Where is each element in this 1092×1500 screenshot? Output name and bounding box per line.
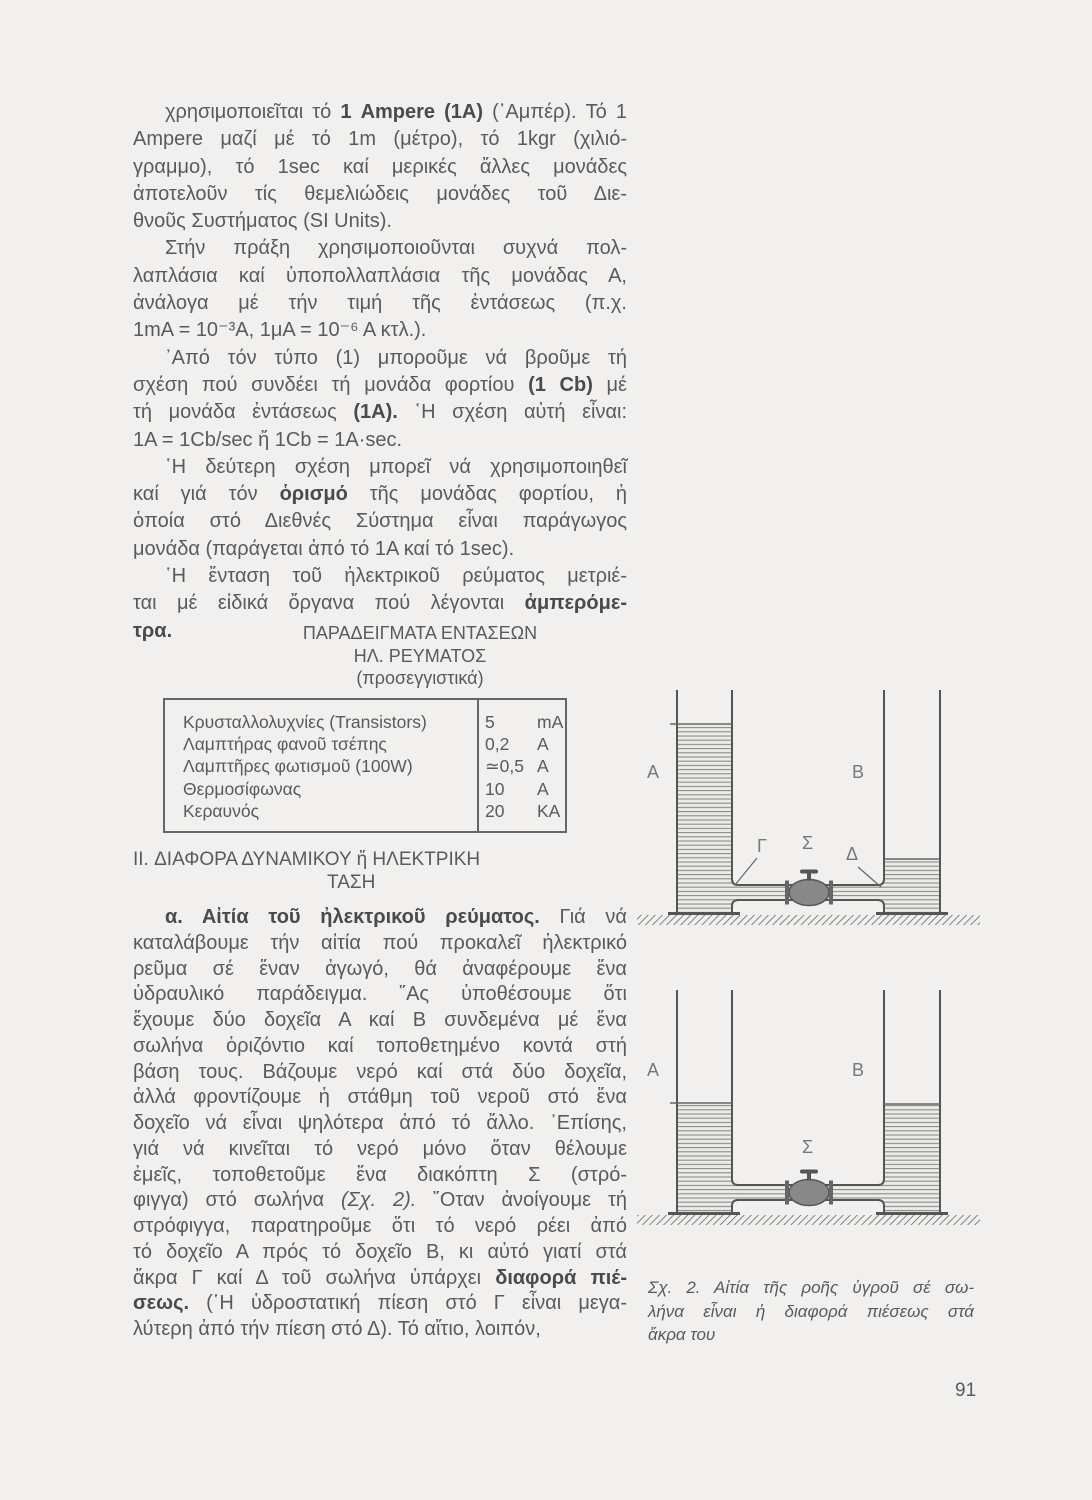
ground-hatching [637,915,980,925]
bold-text: (1A). [353,401,398,424]
text: ῾Η δεύτερη σχέση μπορεῖ νά χρησιμοποιηθεῖ [165,455,627,478]
label-a-bottom: Α [647,1060,660,1080]
text: σωλήνα ὁριζόντιο καί τοποθετημένο κοντά στή [133,1034,627,1057]
text: μονάδα (παράγεται ἀπό τό 1A καί τό 1sec). [133,537,515,560]
table-unit: A [537,756,549,777]
valve-handle [800,1170,818,1174]
page-number: 91 [955,1380,977,1401]
figure-caption [648,1276,974,1347]
label-gamma: Γ [757,836,767,856]
table-unit: A [537,734,549,755]
text: Ampere μαζί μέ τό 1m (μέτρο), τό 1kgr (χιλιό- [133,128,627,151]
text: ἔχουμε δύο δοχεῖα Α καί Β συνδεμένα μέ ἕνα [133,1009,627,1031]
examples-title-line: ΗΛ. ΡΕΥΜΑΤΟΣ [353,645,487,666]
text: Γιά νά [539,906,627,928]
table-value: 20 [485,800,505,821]
text: τῆς μονάδας φορτίου, ἡ [347,483,628,506]
text: χρησιμοποιεῖται τό [165,101,341,123]
bold-text: διαφορά πιέ- [495,1266,627,1289]
text: ἄκρα Γ καί Δ τοῦ σωλήνα ὑπάρχει [133,1266,496,1289]
valve-body [789,1180,829,1206]
bold-text: σεως. [133,1292,190,1315]
text: ῞Οταν ἀνοίγουμε τή [416,1189,628,1212]
section-heading-cont: ΤΑΣΗ [327,872,376,893]
table-item: Θερμοσίφωνας [183,778,302,799]
examples-title-line: ΠΑΡΑΔΕΙΓΜΑΤΑ ΕΝΤΑΣΕΩΝ [302,623,538,643]
valve-handle [800,870,818,874]
text: ὁποία στό Διεθνές Σύστημα εἶναι παράγωγος [133,510,627,533]
table-unit: mA [537,712,564,732]
table-value: 10 [485,778,505,799]
bold-text: τρα. [133,619,173,642]
text: ᾿Από τόν τύπο (1) μποροῦμε νά βροῦμε τή [165,346,627,369]
text: ἀποτελοῦν τίς θεμελιώδεις μονάδες τοῦ Διε- [133,182,627,205]
bold-text: 1 Ampere (1A) [340,101,484,123]
table-item: Κεραυνός [183,800,260,821]
label-b-top: Β [852,762,865,782]
valve-flange [829,881,833,905]
caption-line: Σχ. 2. Αἰτία τῆς ροῆς ὑγροῦ σέ σω- [648,1278,974,1297]
caption-line: ἄκρα του [648,1325,716,1344]
table-item: Κρυσταλλολυχνίες (Transistors) [183,712,427,732]
label-a-top: Α [647,762,660,782]
leader-gamma [735,858,757,885]
valve-flange [785,881,789,905]
bold-text: (1 Cb) [528,373,593,396]
text: ρεῦμα σέ ἕναν ἀγωγό, θά ἀναφέρουμε ἕνα [133,957,627,980]
text: στρόφιγγα, παρατηροῦμε ὅτι τό νερό ρέει ἀπό [133,1215,627,1237]
label-sigma-bottom: Σ [802,1137,814,1157]
text: γιά νά κινεῖται τό νερό μόνο ὅταν θέλουμε [133,1137,627,1160]
text: δοχεῖο νά εἶναι ψηλότερα ἀπό τό ἄλλο. ᾿Επίσης, [133,1112,627,1134]
italic-text: (Σχ. 2). [340,1189,417,1212]
table-value: 0,2 [485,734,510,755]
text: ῾Η ἔνταση τοῦ ἠλεκτρικοῦ ρεύματος μετριέ- [165,565,627,588]
text: τό δοχεῖο Α πρός τό δοχεῖο Β, κι αὐτό γιατί στά [133,1240,627,1263]
text: ὑδραυλικό παράδειγμα. ῞Ας ὑποθέσουμε ὅτι [133,983,627,1006]
valve-body [789,880,829,906]
text: σχέση πού συνδέει τή μονάδα φορτίου [133,373,529,396]
ground-hatching [637,1215,980,1225]
text: καταλάβουμε τήν αἰτία πού προκαλεῖ ἠλεκτρικό [133,931,627,954]
text: 1A = 1Cb/sec ἤ 1Cb = 1A·sec. [133,428,403,451]
text: γραμμο), τό 1sec καί μερικές ἄλλες μονάδες [133,155,627,178]
text: (᾿Αμπέρ). Τό 1 [483,101,627,123]
valve-flange [785,1181,789,1205]
section-heading: II. ΔΙΑΦΟΡΑ ΔΥΝΑΜΙΚΟΥ ἤ ΗΛΕΚΤΡΙΚΗ [133,849,481,870]
tank-b-base [876,912,948,915]
tank-a-water [677,1103,732,1212]
text: λαπλάσια καί ὑποπολλαπλάσια τῆς μονάδας Α, [133,264,627,287]
valve-stem [807,873,811,881]
table-item: Λαμπτήρας φανοῦ τσέπης [183,734,387,755]
bold-text: ἀμπερόμε- [524,592,627,615]
valve-stem [807,1173,811,1181]
table-unit: A [537,778,549,799]
text: λύτερη ἀπό τήν πίεση στό Δ). Τό αἴτιο, λοιπόν, [133,1318,541,1340]
text: ἀνάλογα μέ τήν τιμή τῆς ἐντάσεως (π.χ. [133,292,627,315]
text: 1mA = 10⁻³A, 1μA = 10⁻⁶ A κτλ.). [133,319,427,342]
text: ἀλλά φροντίζουμε ἡ στάθμη τοῦ νεροῦ στό ἕνα [133,1086,627,1109]
label-b-bottom: Β [852,1060,865,1080]
text: ται μέ εἰδικά ὄργανα πού λέγονται [133,592,525,615]
table-value: 5 [485,712,495,732]
tank-a-base [668,912,740,915]
tank-a-water [677,724,732,912]
text: (῾Η ὑδροστατική πίεση στό Γ εἶναι μεγα- [189,1292,627,1315]
table-unit: KA [537,800,561,821]
valve-flange [829,1181,833,1205]
text: ῾Η σχέση αὐτή εἶναι: [397,401,627,424]
text: τή μονάδα ἐντάσεως [133,401,354,424]
text: καί γιά τόν [133,483,280,506]
text: βάση τους. Βάζουμε νερό καί στά δύο δοχεῖα, [133,1060,627,1083]
label-delta: Δ [846,844,859,864]
examples-title-line: (προσεγγιστικά) [356,668,484,688]
text: ἐμεῖς, τοποθετοῦμε ἕνα διακόπτη Σ (στρό- [133,1163,627,1186]
table-value: ≃0,5 [485,756,524,777]
caption-line: λήνα εἶναι ἡ διαφορά πιέσεως στά [648,1301,974,1321]
table-item: Λαμπτῆρες φωτισμοῦ (100W) [183,756,413,777]
label-sigma-top: Σ [802,833,814,853]
text: φιγγα) στό σωλήνα [133,1189,341,1212]
text: μέ [592,373,627,396]
bold-text: α. Αἰτία τοῦ ἠλεκτρικοῦ ρεύματος. [165,906,540,928]
pipe-upper-wall [732,690,884,885]
tank-b-base [876,1212,948,1215]
bold-text: ὁρισμό [279,483,348,506]
tank-a-base [668,1212,740,1215]
tank-b-water [884,859,940,912]
text: Στήν πράξη χρησιμοποιοῦνται συχνά πολ- [165,237,627,260]
tank-b-water [884,1104,940,1212]
text: θνοῦς Συστήματος (SI Units). [133,210,392,233]
